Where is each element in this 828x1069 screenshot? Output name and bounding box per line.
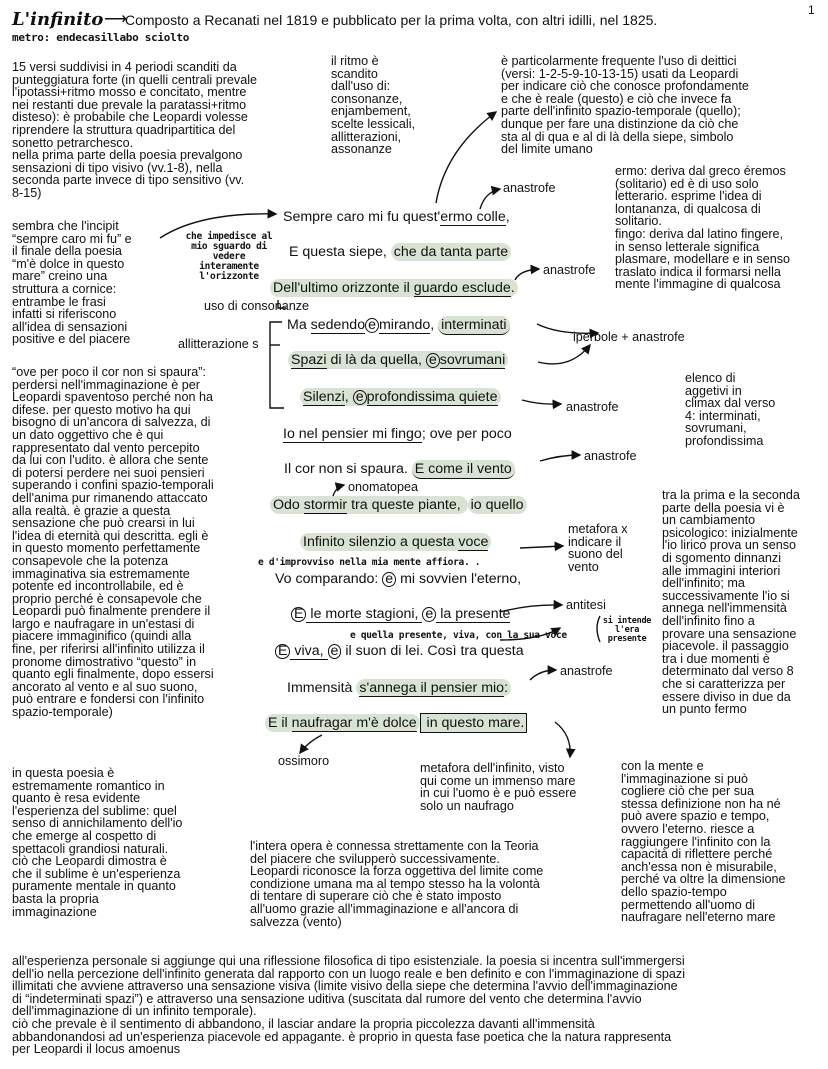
label-anastrofe-1: anastrofe: [503, 181, 556, 195]
poem-line-11: Vo comparando: e mi sovvien l'eterno,: [275, 571, 522, 587]
note-metaphor-sea: metafora dell'infinito, visto qui come un immenso mare in cui l'uomo è e può essere solo un naufrago: [420, 761, 577, 813]
label-onomatopea: onomatopea: [348, 480, 419, 494]
poem-title: L'infinito: [12, 9, 104, 30]
note-rhythm: il ritmo è scandito dall'uso di: consonanze, enjambement, scelte lessicali, allitterazioni, assonanze: [331, 54, 415, 157]
note-ermo-fingo: ermo: deriva dal greco éremos (solitario) ed è di uso solo letterario. esprime l'idea di lontananza, di qualcosa di solitario. fingo: deriva dal latino fingere, in senso letterale significa plasmare, modellare e in senso traslato indica il formarsi nella mente l'immagine di qualcosa: [615, 164, 791, 292]
poem-line-5: Spazi di là da quella, e sovrumani: [288, 352, 508, 368]
arrow-quiete: [522, 400, 561, 404]
note-romantic: in questa poesia è estremamente romantico in quanto è resa evidente l'esperienza del sublime: quel senso di annichilamento dell'io che emerge al cospetto di spettacoli grandiosi naturali. ciò che Leopardi dimostra è che il sublime è un'esperienza puramente mentale in quanto basta la propria immaginazione: [12, 766, 183, 919]
note-spaura: “ove per poco il cor non si spaura”: perdersi nell'immaginazione è per Leopardi spaventoso perché non ha difese. per questo motivo ha qui bisogno di un'ancora di salvezza, di un dato oggettivo che è qui rappresentato dal vento percepito da lui con l'udito. è allora che sente di potersi perdere nei suoi pensieri superando i confini spazio-temporali dell'anima pur rimanendo attaccato alla realtà. è grazie a questa sensazione che può crearsi in lui l'idea di eternità qui descritta. egli è in questo momento perfettamente consapevole che la potenza immaginativa sia estremamente potente ed incontrollabile, ed è proprio perché è consapevole che Leopardi può finalmente prendere il largo e naufragare in un'estasi di piacere immaginifico (quindi alla fine, per riferirsi all'infinito utilizza il pronome dimostrativo “questo” in quanto egli finalmente, dopo essersi ancorato al vento e al suo suono, può entrare e fondersi con l'infinito spazio-temporale): [12, 365, 214, 720]
handwritten-sudden: e d'improvviso nella mia mente affiora. .: [258, 557, 481, 568]
note-pleasure-theory: l'intera opera è connessa strettamente con la Teoria del piacere che svilupperò successivamente. Leopardi riconosce la forza oggettiva del limite come condizione umana ma al tempo stesso ha la volontà di tentare di superare ciò che è stato imposto all'uomo grazie all'immaginazione e all'ancora di salvezza (vento): [250, 839, 544, 929]
arrow-mare: [555, 722, 570, 757]
poem-line-1: Sempre caro mi fu quest'ermo colle,: [283, 209, 510, 225]
poem-line-13: E viva, e il suon di lei. Così tra questa: [275, 643, 524, 659]
arrow-sovrumani: [538, 345, 590, 364]
poem-line-15: E il naufragar m'è dolce in questo mare.: [265, 715, 527, 731]
poem-line-12: E le morte stagioni, e la presente: [291, 606, 510, 622]
arrow-deictics: [436, 112, 496, 203]
label-iperbole: iperbole + anastrofe: [573, 330, 685, 344]
label-anastrofe-3: anastrofe: [566, 400, 619, 414]
meter: metro: endecasillabo sciolto: [12, 31, 190, 44]
arrow-voce: [520, 546, 563, 548]
note-mind: con la mente e l'immaginazione si può cogliere ciò che per sua stessa definizione non ha né può avere spazio e tempo, ovvero l'eterno. riesce a raggiungere l'infinito con la capacità di riflettere perché anch'essa non è misurabile, perché va oltre la dimensione dello spazio-tempo permettendo all'uomo di naufragare nell'eterno mare: [621, 759, 786, 925]
poem-line-10: Infinito silenzio a questa voce: [300, 534, 491, 550]
label-alliterazione: allitterazione s: [178, 337, 259, 351]
arrow-vento: [540, 455, 580, 461]
poem-line-2: E questa siepe, che da tanta parte: [289, 244, 511, 260]
poem-line-4: Ma sedendo e mirando, interminati: [287, 317, 510, 333]
label-anastrofe-5: anastrofe: [560, 664, 613, 678]
handwritten-bracket: si intende l'era presente: [602, 616, 652, 644]
note-adjectives: elenco di aggetivi in climax dal verso 4: interminati, sovrumani, profondissima: [685, 371, 776, 448]
poem-line-3: Dell'ultimo orizzonte il guardo esclude.: [270, 280, 518, 296]
handwritten-horizon: che impedisce al mio sguardo di vedere interamente l'orizzonte: [185, 231, 273, 282]
note-structure: 15 versi suddivisi in 4 periodi scanditi da punteggiatura forte (in quelli centrali prevale l'ipotassi+ritmo mosso e concitato, mentre nei restanti due prevale la paratassi+ritmo disteso): è probabile che Leopardi volesse riprendere la struttura quadripartitica del sonetto petrarchesco. nella prima parte della poesia prevalgono sensazioni di tipo visivo (vv.1-8), nella seconda parte invece di tipo sensitivo (vv. 8-15): [12, 60, 258, 200]
poem-line-14: Immensità s'annega il pensier mio:: [287, 680, 511, 696]
page-number: 1: [808, 3, 815, 17]
poem-line-8: Il cor non si spaura. E come il vento: [284, 461, 515, 477]
label-metafora-voce: metafora x indicare il suono del vento: [568, 522, 628, 574]
arrow-onomatopea: [333, 485, 344, 496]
arrow-annega: [530, 670, 556, 680]
arrow-right-icon: ⟶: [104, 11, 127, 28]
label-consonanze: uso di consonanze: [204, 299, 310, 313]
note-psychological-change: tra la prima e la seconda parte della poesia vi è un cambiamento psicologico: inizialmente l'io lirico prova un senso di sgomento dinnanzi alle immagini interiori dell'infinito; ma successivamente l'io si annega nell'immensità dell'infinito fino a provare una sensazione piacevole. il passaggio tra i due momenti è determinato dal verso 8 che si caratterizza per essere diviso in due da un punto fermo: [662, 488, 800, 717]
label-antitesi: antitesi: [566, 598, 606, 612]
label-ossimoro: ossimoro: [278, 754, 330, 768]
label-anastrofe-2: anastrofe: [543, 263, 596, 277]
header: [12, 9, 802, 43]
note-final: all'esperienza personale si aggiunge qui una riflessione filosofica di tipo esistenziale. la poesia si incentra sull'immergersi dell'io nella percezione dell'infinito generata dal rapporto con un luogo reale e ben definito e con l'immaginazione di spazi illimitati che avviene attraverso una sensazione visiva (limite visivo della siepe che determina l'avvio dell'immaginazione di “indeterminati spazi”) e attraverso una sensazione uditiva (suscitata dal rumore del vento che determina l'avvio dell'immaginazione di un infinito temporale). ciò che prevale è il sentimento di abbandono, il lasciar andare la propria piccolezza davanti all'immensità abbandonandosi ad un'esperienza piacevole ed appagante. è proprio in questa fase poetica che la natura rappresenta per Leopardi il locus amoenus: [12, 954, 686, 1057]
poem-line-6: Silenzi, e profondissima quiete: [300, 389, 501, 405]
bracket-alliterazione: [270, 322, 284, 408]
arrow-guardo: [515, 269, 539, 280]
arrow-ermo: [480, 189, 500, 209]
arrow-ossimoro: [300, 735, 322, 753]
handwritten-present: e quella presente, viva, con la sua voce: [350, 630, 567, 641]
label-anastrofe-4: anastrofe: [584, 449, 637, 463]
header-intro: Composto a Recanati nel 1819 e pubblicato per la prima volta, con altri idilli, nel 1825.: [125, 12, 658, 28]
note-deictics: è particolarmente frequente l'uso di deittici (versi: 1-2-5-9-10-13-15) usati da Leopardi per indicare ciò che conosce profondamente e che è reale (questo) e ciò che invece fa parte dell'infinito spazio-temporale (quello); dunque per fare una distinzione da ciò che sta al di qua e al di là della siepe, simbolo del limite umano: [501, 54, 749, 157]
poem-line-7: Io nel pensier mi fingo; ove per poco: [283, 426, 512, 442]
note-incipit: sembra che l'incipit “sempre caro mi fu” e il finale della poesia “m'è dolce in questo mare” creino una struttura a cornice: entrambe le frasi infatti si riferiscono all'idea di sensazioni positive e del piacere: [12, 219, 132, 347]
poem-line-9: Odo stormir tra queste piante, io quello: [270, 497, 527, 513]
